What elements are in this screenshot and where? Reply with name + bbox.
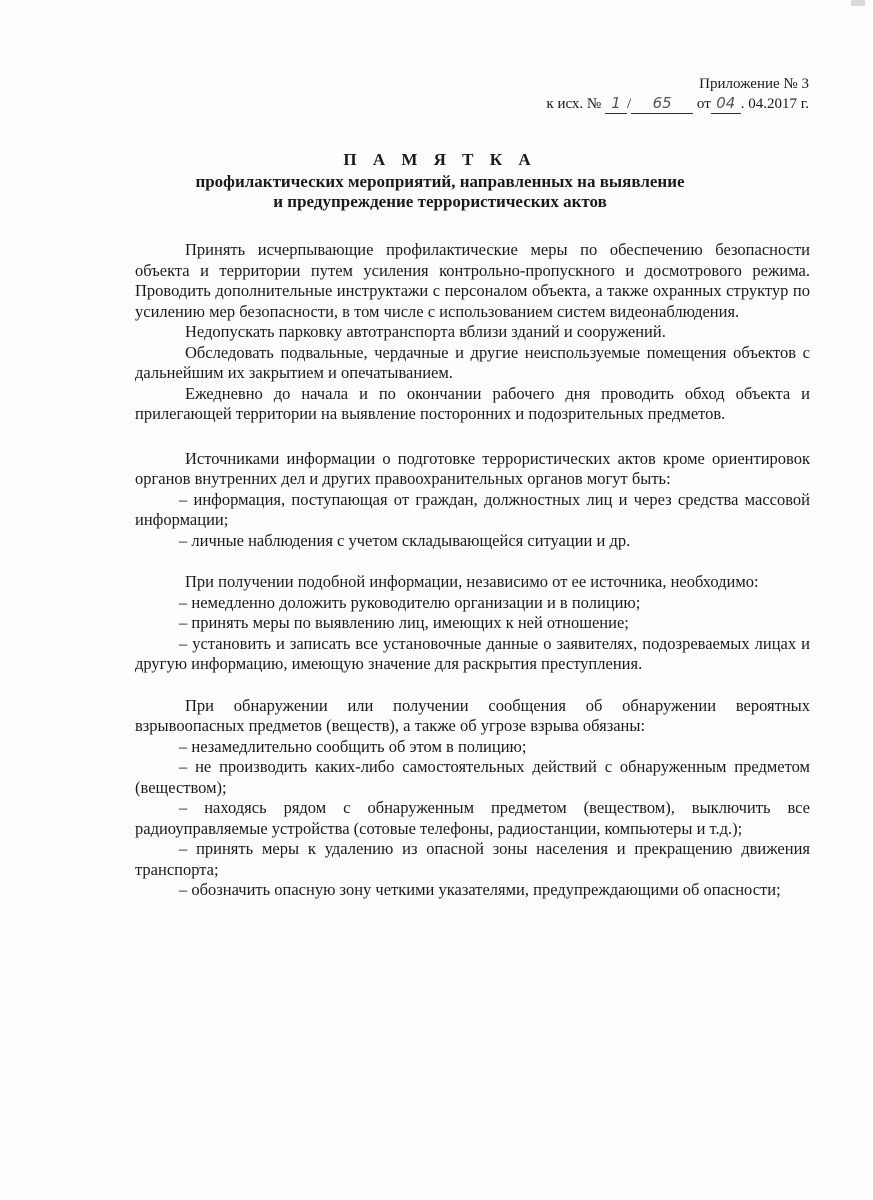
list-item: – немедленно доложить руководителю организации и в полицию; [179,592,641,612]
paragraph: Источниками информации о подготовке террористических актов кроме ориентировок органов внутренних дел и других правоохранительных органов могут быть: [135,448,810,488]
title-line-1: профилактических мероприятий, направленных на выявление [195,172,685,191]
date-prefix: от [696,96,711,112]
paragraph: При обнаружении или получении сообщения об обнаружении вероятных взрывоопасных предметов (веществ), а также об угрозе взрыва обязаны: [135,695,810,735]
paragraph: Обследовать подвальные, чердачные и другие неиспользуемые помещения объектов с дальнейшим их закрытием и опечатыванием. [135,342,810,382]
list-item: – личные наблюдения с учетом складывающейся ситуации и др. [179,530,631,550]
paragraph: Недопускать парковку автотранспорта вблизи зданий и сооружений. [185,322,666,341]
list-item: – не производить каких-либо самостоятельных действий с обнаруженным предметом (веществом); [135,757,810,797]
paragraph: Принять исчерпывающие профилактические меры по обеспечению безопасности объекта и территории путем усиления контрольно-пропускного и досмотрового режима. Проводить дополнительные инструктажи с персоналом объекта, а также охранных структур по усилению мер безопасности, в том числе с использованием систем видеонаблюдения. [135,240,810,321]
ref-number-handwritten-1: 1 [605,94,627,114]
document-title [130,150,750,212]
list-item: – принять меры к удалению из опасной зоны населения и прекращению движения транспорта; [135,839,810,879]
title-line-2: и предупреждение террористических актов [273,192,607,211]
paragraph: При получении подобной информации, независимо от ее источника, необходимо: [185,572,759,591]
date-day-handwritten: 04 [711,94,741,114]
title-main: П А М Я Т К А [343,150,537,169]
list-item: – незамедлительно сообщить об этом в полицию; [179,736,527,756]
reference-line [546,94,809,114]
list-item: – принять меры по выявлению лиц, имеющих к ней отношение; [179,613,629,632]
scan-artifact [851,0,865,6]
ref-number-handwritten-2: 65 [631,94,693,114]
list-item: – обозначить опасную зону четкими указателями, предупреждающими об опасности; [179,880,781,899]
appendix-label: Приложение № 3 [699,76,809,92]
ref-slash: / [627,96,632,112]
date-rest: . 04.2017 г. [740,96,809,112]
list-item: – находясь рядом с обнаруженным предметом (веществом), выключить все радиоуправляемые устройства (сотовые телефоны, радиостанции, компьютеры и т.д.); [135,798,810,838]
document-header [546,75,809,114]
ref-prefix: к исх. № [546,96,602,112]
list-item: – информация, поступающая от граждан, должностных лиц и через средства массовой информации; [135,489,810,529]
list-item: – установить и записать все установочные данные о заявителях, подозреваемых лицах и другую информацию, имеющую значение для раскрытия преступления. [135,633,810,673]
document-body [135,240,810,901]
paragraph: Ежедневно до начала и по окончании рабочего дня проводить обход объекта и прилегающей территории на выявление посторонних и подозрительных предметов. [135,383,810,423]
